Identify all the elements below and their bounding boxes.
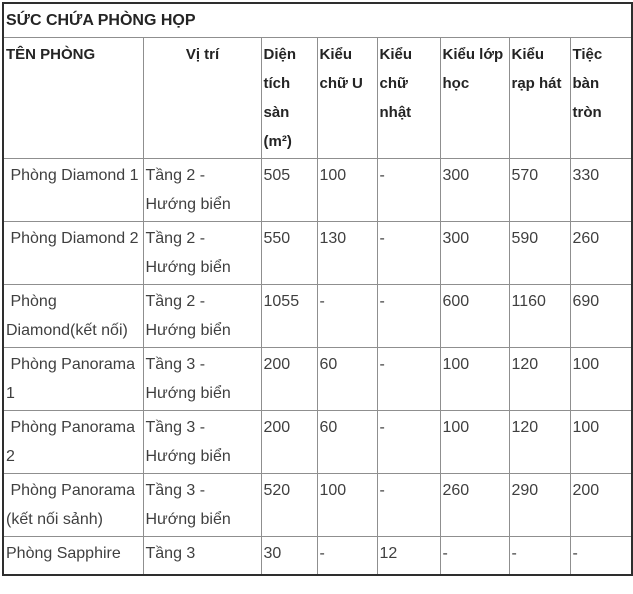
cell-rectangle: -: [377, 222, 440, 285]
cell-theater: 120: [509, 411, 570, 474]
table-row: [3, 222, 632, 285]
cell-location: Tầng 3 - Hướng biển: [143, 411, 261, 474]
cell-theater: -: [509, 537, 570, 576]
cell-room-name: Phòng Panorama 1: [3, 348, 143, 411]
cell-floor-area: 550: [261, 222, 317, 285]
cell-location: Tầng 2 - Hướng biển: [143, 159, 261, 222]
cell-room-name: Phòng Sapphire: [3, 537, 143, 576]
cell-floor-area: 200: [261, 411, 317, 474]
cell-u-shape: 130: [317, 222, 377, 285]
cell-classroom: 300: [440, 222, 509, 285]
cell-room-name: Phòng Panorama 2: [3, 411, 143, 474]
cell-theater: 1160: [509, 285, 570, 348]
table-row: [3, 411, 632, 474]
cell-location: Tầng 3 - Hướng biển: [143, 474, 261, 537]
title-row: [3, 3, 632, 38]
cell-theater: 570: [509, 159, 570, 222]
cell-location: Tầng 2 - Hướng biển: [143, 222, 261, 285]
cell-round-banquet: 690: [570, 285, 632, 348]
cell-u-shape: 60: [317, 411, 377, 474]
cell-round-banquet: 100: [570, 348, 632, 411]
cell-rectangle: 12: [377, 537, 440, 576]
cell-classroom: 600: [440, 285, 509, 348]
cell-round-banquet: 200: [570, 474, 632, 537]
cell-theater: 120: [509, 348, 570, 411]
column-header-classroom: Kiểu lớp học: [440, 38, 509, 159]
cell-u-shape: 100: [317, 159, 377, 222]
table-row: [3, 474, 632, 537]
table-row: [3, 537, 632, 576]
cell-round-banquet: -: [570, 537, 632, 576]
cell-location: Tầng 3: [143, 537, 261, 576]
column-header-location: Vị trí: [143, 38, 261, 159]
cell-room-name: Phòng Panorama (kết nối sảnh): [3, 474, 143, 537]
column-header-u-shape: Kiểu chữ U: [317, 38, 377, 159]
cell-round-banquet: 100: [570, 411, 632, 474]
cell-rectangle: -: [377, 474, 440, 537]
cell-floor-area: 200: [261, 348, 317, 411]
cell-room-name: Phòng Diamond(kết nối): [3, 285, 143, 348]
meeting-room-capacity-table: [2, 2, 633, 576]
cell-u-shape: 100: [317, 474, 377, 537]
cell-classroom: 100: [440, 348, 509, 411]
table-row: [3, 285, 632, 348]
cell-floor-area: 30: [261, 537, 317, 576]
cell-classroom: -: [440, 537, 509, 576]
cell-round-banquet: 260: [570, 222, 632, 285]
cell-room-name: Phòng Diamond 2: [3, 222, 143, 285]
cell-floor-area: 520: [261, 474, 317, 537]
cell-floor-area: 1055: [261, 285, 317, 348]
cell-rectangle: -: [377, 348, 440, 411]
column-header-room-name: TÊN PHÒNG: [3, 38, 143, 159]
column-header-floor-area: Diện tích sàn (m²): [261, 38, 317, 159]
column-header-rectangle: Kiểu chữ nhật: [377, 38, 440, 159]
cell-classroom: 300: [440, 159, 509, 222]
cell-classroom: 260: [440, 474, 509, 537]
table-row: [3, 159, 632, 222]
cell-location: Tầng 2 - Hướng biển: [143, 285, 261, 348]
header-row: [3, 38, 632, 159]
cell-theater: 590: [509, 222, 570, 285]
cell-room-name: Phòng Diamond 1: [3, 159, 143, 222]
cell-u-shape: -: [317, 285, 377, 348]
cell-u-shape: 60: [317, 348, 377, 411]
cell-u-shape: -: [317, 537, 377, 576]
table-row: [3, 348, 632, 411]
cell-rectangle: -: [377, 285, 440, 348]
table-title: SỨC CHỨA PHÒNG HỌP: [3, 3, 632, 38]
column-header-theater: Kiểu rạp hát: [509, 38, 570, 159]
cell-floor-area: 505: [261, 159, 317, 222]
cell-round-banquet: 330: [570, 159, 632, 222]
cell-location: Tầng 3 - Hướng biển: [143, 348, 261, 411]
column-header-round-banquet: Tiệc bàn tròn: [570, 38, 632, 159]
cell-theater: 290: [509, 474, 570, 537]
cell-rectangle: -: [377, 411, 440, 474]
cell-rectangle: -: [377, 159, 440, 222]
cell-classroom: 100: [440, 411, 509, 474]
